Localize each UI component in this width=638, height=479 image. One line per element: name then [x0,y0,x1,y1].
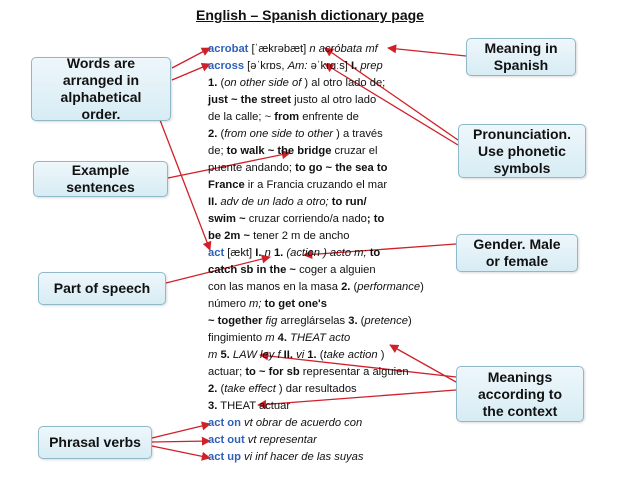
entry-text: cruzar el [331,145,378,157]
entry-line [208,449,424,466]
entry-text: cruzar corriendo/a nado [245,213,367,225]
entry-text: 2. [208,128,218,140]
label-part-of-speech: Part of speech [38,272,166,305]
entry-text: to [369,247,381,259]
label-alphabetical-order: Words are arranged in alphabetical order. [31,57,171,121]
entry-text: ) a través [333,128,383,140]
entry-line [208,364,424,381]
entry-text: from one side to other [224,128,334,140]
entry-text: I. [255,247,262,259]
entry-text: justo al otro lado [291,94,377,106]
entry-line [208,228,424,245]
entry-text: pretence [364,315,408,327]
entry-line [208,109,424,126]
entry-text: n acróbata mf [309,43,378,55]
label-meaning-in-spanish: Meaning in Spanish [466,38,576,76]
entry-text: France [208,179,245,191]
headword: act out [208,434,245,446]
page-title: English – Spanish dictionary page [196,7,424,23]
entry-text: de la calle; ~ [208,111,275,123]
entry-text: 2. [208,383,218,395]
entry-text: [ˈækrəbæt] [248,43,310,55]
entry-text: número [208,298,250,310]
entry-line [208,398,424,415]
entry-text: to walk ~ the bridge [226,145,332,157]
entry-line [208,143,424,160]
entry-line [208,41,424,58]
entry-text: ( [357,315,365,327]
label-phrasal-verbs: Phrasal verbs [38,426,152,459]
label-meanings-context: Meanings according to the context [456,366,584,422]
entry-text: prep [357,60,383,72]
entry-line [208,58,424,75]
headword: act [208,247,225,259]
entry-text: on other side of [224,77,302,89]
entry-text: puente andando; [208,162,296,174]
entry-text: vi [293,349,308,361]
entry-text: actuar; [208,366,246,378]
entry-text: THEAT actuar [217,400,291,412]
headword: act on [208,417,241,429]
entry-text: vt representar [244,434,317,446]
entry-line [208,211,424,228]
entry-text: II. [283,349,293,361]
entry-text: II. [208,196,218,208]
entry-text: ( [350,281,358,293]
entry-text: ) [420,281,424,293]
entry-text: performance [357,281,421,293]
entry-text: 1. [208,77,218,89]
label-example-sentences: Example sentences [33,161,168,197]
label-gender: Gender. Male or female [456,234,578,272]
entry-text: fig [262,315,278,327]
entry-line [208,126,424,143]
entry-text: swim ~ [208,213,246,225]
entry-text: fingimiento [208,332,266,344]
entry-text: m [265,332,278,344]
entry-text: [əˈkrɒs, [244,60,288,72]
entry-text: vt obrar de acuerdo con [240,417,363,429]
entry-text: ) [407,315,412,327]
entry-text: n [261,247,274,259]
entry-text: [ækt] [224,247,256,259]
entry-text: to get one's [264,298,327,310]
entry-line [208,75,424,92]
arrow-phrasal-up [152,446,210,458]
entry-line [208,296,424,313]
entry-line [208,194,424,211]
entry-text: arreglárselas [277,315,349,327]
headword: acrobat [208,43,249,55]
entry-line [208,330,424,347]
entry-text: coger a alguien [295,264,376,276]
entry-text: ( [217,128,225,140]
entry-text: tener 2 m de ancho [249,230,350,242]
label-pronunciation: Pronunciation. Use phonetic symbols [458,124,586,178]
entry-text: take action [323,349,378,361]
entry-text: 1. [273,247,284,259]
entry-line [208,92,424,109]
entry-text: representar a alguien [299,366,409,378]
entry-text: ; to [366,213,385,225]
entry-text: 3. [208,400,218,412]
entry-text: 4. [277,332,287,344]
arrow-phrasal-out [152,441,210,442]
entry-text: ir a Francia cruzando el mar [244,179,388,191]
entry-text: de; [208,145,227,157]
entry-text: to run/ [331,196,367,208]
entry-text: vi inf hacer de las suyas [240,451,364,463]
entry-text: to ~ for sb [245,366,300,378]
entry-text: LAW ley f [229,349,284,361]
arrow-alphabetical-acrobat [172,48,210,68]
entry-text: ) al otro lado de; [301,77,386,89]
entry-text: m [208,349,221,361]
entry-text: ) [377,349,385,361]
entry-text: əˈkrɑːs] [307,60,351,72]
headword: across [208,60,245,72]
entry-text: ( [217,77,225,89]
entry-text: enfrente de [299,111,359,123]
entry-text: I. [351,60,358,72]
entry-text: ) dar resultados [275,383,357,395]
entry-text: be 2m ~ [208,230,250,242]
entry-line [208,313,424,330]
arrow-phrasal-on [152,424,210,438]
headword: act up [208,451,241,463]
entry-text: just ~ the street [208,94,291,106]
entry-text: from [274,111,300,123]
entry-text: 3. [348,315,358,327]
entry-text: 5. [220,349,230,361]
entry-line [208,160,424,177]
entry-text: adv de un lado a otro; [217,196,332,208]
entry-line [208,262,424,279]
entry-line [208,177,424,194]
entry-text: m; [249,298,265,310]
entry-line [208,415,424,432]
entry-text: 1. [307,349,317,361]
arrow-alphabetical-across [172,64,210,80]
entry-text: Am: [287,60,308,72]
entry-text: to go ~ the sea to [295,162,388,174]
entry-line [208,245,424,262]
entry-text: ( [217,383,225,395]
entry-text: catch sb in the ~ [208,264,296,276]
entry-text: ~ together [208,315,263,327]
entry-line [208,347,424,364]
entry-text: THEAT acto [287,332,351,344]
entry-text: 2. [341,281,351,293]
entry-line [208,381,424,398]
entry-line [208,279,424,296]
entry-line [208,432,424,449]
dictionary-entry [208,41,424,466]
entry-text: con las manos en la masa [208,281,342,293]
entry-text: take effect [224,383,276,395]
entry-text: ( [316,349,324,361]
entry-text: (action ) acto m; [283,247,370,259]
